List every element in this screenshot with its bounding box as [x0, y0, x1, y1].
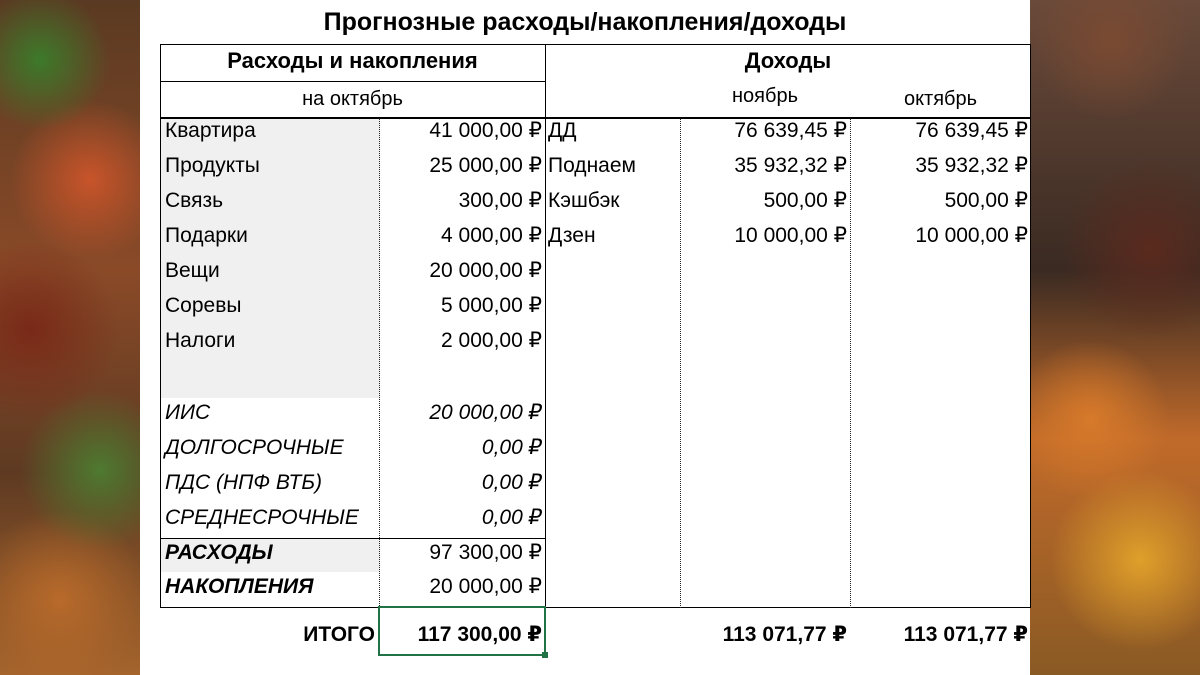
income-col-divider-2	[850, 118, 851, 608]
expense-label: Вещи	[165, 259, 220, 282]
income-oct-value: 35 932,32 ₽	[915, 154, 1028, 177]
income-col-oct: октябрь	[903, 88, 978, 110]
expenses-total: 117 300,00 ₽	[417, 623, 542, 646]
section-divider	[545, 44, 546, 608]
savings-label: ПДС (НПФ ВТБ)	[165, 471, 322, 494]
header-rule	[160, 81, 545, 82]
summary-label-savings: НАКОПЛЕНИЯ	[165, 575, 314, 598]
savings-value: 20 000,00 ₽	[429, 401, 542, 424]
income-label: Поднаем	[548, 154, 636, 177]
expense-value: 5 000,00 ₽	[441, 294, 542, 317]
expense-value: 20 000,00 ₽	[429, 259, 542, 282]
savings-label: СРЕДНЕСРОЧНЫЕ	[165, 506, 359, 529]
expense-label: Связь	[165, 189, 224, 212]
savings-value: 0,00 ₽	[481, 506, 542, 529]
income-header: Доходы	[744, 48, 832, 73]
expenses-subheader: на октябрь	[302, 88, 403, 110]
income-label: Кэшбэк	[548, 189, 620, 212]
income-nov-value: 35 932,32 ₽	[734, 154, 847, 177]
expense-label: Квартира	[165, 119, 256, 142]
sheet-title: Прогнозные расходы/накопления/доходы	[323, 8, 847, 36]
expense-value: 25 000,00 ₽	[429, 154, 542, 177]
totals-label: ИТОГО	[303, 623, 375, 646]
income-nov-value: 76 639,45 ₽	[734, 119, 847, 142]
income-nov-total: 113 071,77 ₽	[722, 623, 847, 646]
expense-label: Соревы	[165, 294, 242, 317]
summary-value-expenses: 97 300,00 ₽	[429, 541, 542, 564]
background-right	[1030, 0, 1200, 675]
background-left	[0, 0, 140, 675]
income-oct-value: 76 639,45 ₽	[915, 119, 1028, 142]
expense-value: 2 000,00 ₽	[441, 329, 542, 352]
income-col-nov: ноябрь	[732, 85, 798, 107]
savings-label: ДОЛГОСРОЧНЫЕ	[165, 436, 344, 459]
income-label: ДД	[548, 119, 577, 142]
income-oct-value: 500,00 ₽	[944, 189, 1028, 212]
income-nov-value: 10 000,00 ₽	[734, 224, 847, 247]
expenses-header: Расходы и накопления	[227, 48, 478, 73]
expense-label: Подарки	[165, 224, 248, 247]
spreadsheet-sheet	[140, 0, 1030, 675]
expense-label: Налоги	[165, 329, 236, 352]
income-oct-total: 113 071,77 ₽	[903, 623, 1028, 646]
expense-label: Продукты	[165, 154, 260, 177]
savings-label: ИИС	[165, 401, 211, 424]
expense-value: 41 000,00 ₽	[429, 119, 542, 142]
savings-value: 0,00 ₽	[481, 436, 542, 459]
income-label: Дзен	[548, 224, 596, 247]
savings-value: 0,00 ₽	[481, 471, 542, 494]
expense-value: 300,00 ₽	[458, 189, 542, 212]
selected-cell[interactable]	[378, 606, 546, 656]
income-nov-value: 500,00 ₽	[763, 189, 847, 212]
summary-label-expenses: РАСХОДЫ	[165, 541, 273, 564]
income-oct-value: 10 000,00 ₽	[915, 224, 1028, 247]
expense-value: 4 000,00 ₽	[441, 224, 542, 247]
summary-value-savings: 20 000,00 ₽	[429, 575, 542, 598]
income-col-divider-1	[680, 118, 681, 608]
